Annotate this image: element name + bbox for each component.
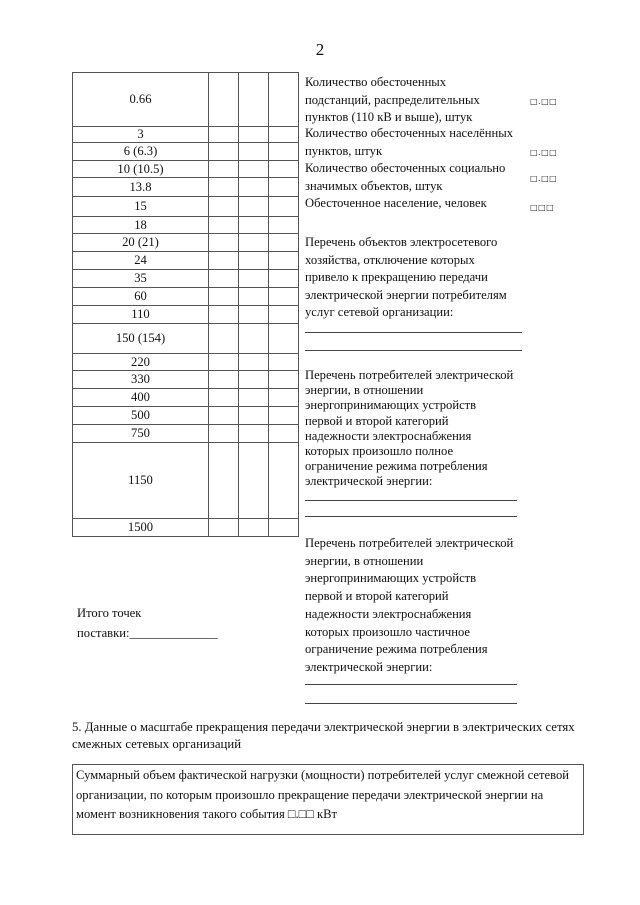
stat-label: Количество обесточенных социально [305,161,506,175]
empty-cell [269,354,299,371]
stat-label: значимых объектов, штук [305,178,443,193]
empty-cell [239,197,269,217]
voltage-value: 60 [73,288,209,306]
list-full-text: Перечень потребителей электрической [305,368,514,382]
voltage-value: 150 (154) [73,324,209,354]
empty-cell [239,425,269,443]
empty-cell [209,443,239,519]
empty-cell [239,407,269,425]
voltage-value: 400 [73,389,209,407]
empty-cell [209,407,239,425]
voltage-row [73,354,299,371]
list-objects-text: услуг сетевой организации: [305,305,454,319]
empty-cell [209,234,239,252]
empty-cell [269,371,299,389]
voltage-value: 35 [73,270,209,288]
empty-cell [209,217,239,234]
empty-cell [269,197,299,217]
list-partial-text: электрической энергии: [305,659,433,674]
empty-cell [209,73,239,127]
voltage-row [73,306,299,324]
empty-cell [239,143,269,161]
list-objects-text: привело к прекращению передачи [305,270,488,284]
empty-cell [239,234,269,252]
empty-cell [209,324,239,354]
voltage-value: 3 [73,127,209,143]
empty-cell [269,234,299,252]
voltage-row [73,178,299,197]
empty-cell [269,306,299,324]
empty-cell [269,407,299,425]
empty-cell [269,252,299,270]
total-points-label: Итого точек [77,606,142,620]
list-partial-text: ограничение режима потребления [305,642,488,657]
list-partial-text: энергопринимающих устройств [305,571,477,586]
list-full-text: ограничение режима потребления [305,459,488,474]
empty-cell [239,354,269,371]
value-field[interactable]: □□□ [530,203,555,212]
stat-label: подстанций, распределительных [305,92,480,107]
empty-cell [209,306,239,324]
empty-cell [239,127,269,143]
voltage-row [73,127,299,143]
section5-box-text: Суммарный объем фактической нагрузки (мощности) потребителей услуг смежной сетевой [76,768,569,782]
empty-cell [269,389,299,407]
voltage-value: 15 [73,197,209,217]
voltage-value: 10 (10.5) [73,161,209,178]
section5-box-text: организации, по которым произошло прекращение передачи электрической энергии на [76,787,544,802]
voltage-row [73,73,299,127]
value-field[interactable]: □.□□ [530,97,558,106]
list-partial-text: которых произошло частичное [305,624,471,639]
empty-cell [269,425,299,443]
list-full-text: энергопринимающих устройств [305,398,477,413]
page-number: 2 [315,40,325,59]
total-points-label: поставки:______________ [77,626,218,640]
voltage-row [73,161,299,178]
blank-line[interactable] [305,703,517,704]
empty-cell [269,270,299,288]
voltage-value: 220 [73,354,209,371]
voltage-value: 24 [73,252,209,270]
empty-cell [269,143,299,161]
stat-label: пунктов, штук [305,143,383,158]
voltage-row [73,252,299,270]
voltage-value: 330 [73,371,209,389]
empty-cell [209,389,239,407]
list-full-text: электрической энергии: [305,474,433,489]
stat-label: Количество обесточенных [305,75,447,89]
empty-cell [209,354,239,371]
value-field[interactable]: □.□□ [530,148,558,157]
section5-heading: 5. Данные о масштабе прекращения передачи электрической энергии в электрических сетях [72,720,575,734]
voltage-value: 0.66 [73,73,209,127]
section5-box-text: момент возникновения такого события □.□□ кВт [76,807,338,821]
empty-cell [209,127,239,143]
list-full-text: первой и второй категорий [305,413,449,428]
empty-cell [269,178,299,197]
empty-cell [239,73,269,127]
empty-cell [239,324,269,354]
voltage-row [73,371,299,389]
list-partial-text: энергии, в отношении [305,553,424,568]
empty-cell [239,270,269,288]
voltage-row [73,425,299,443]
voltage-value: 750 [73,425,209,443]
voltage-row [73,389,299,407]
empty-cell [269,324,299,354]
blank-line[interactable] [305,350,522,351]
empty-cell [209,252,239,270]
list-partial-text: надежности электроснабжения [305,606,472,621]
value-field[interactable]: □.□□ [530,174,558,183]
empty-cell [209,161,239,178]
voltage-row [73,324,299,354]
list-full-text: которых произошло полное [305,444,454,458]
voltage-row [73,443,299,519]
voltage-value: 18 [73,217,209,234]
voltage-row [73,217,299,234]
empty-cell [239,519,269,537]
voltage-row [73,234,299,252]
section5-heading: смежных сетевых организаций [72,737,242,751]
empty-cell [239,389,269,407]
stat-label: Количество обесточенных населённых [305,126,513,140]
voltage-value: 110 [73,306,209,324]
empty-cell [209,371,239,389]
list-partial-text: первой и второй категорий [305,589,449,604]
voltage-value: 500 [73,407,209,425]
blank-line[interactable] [305,500,517,501]
empty-cell [239,161,269,178]
list-partial-text: Перечень потребителей электрической [305,536,514,550]
empty-cell [269,443,299,519]
list-full-text: надежности электроснабжения [305,428,472,443]
voltage-value: 1500 [73,519,209,537]
empty-cell [239,288,269,306]
list-objects-text: Перечень объектов электросетевого [305,235,498,249]
empty-cell [269,73,299,127]
blank-line[interactable] [305,332,522,333]
blank-line[interactable] [305,516,517,517]
voltage-row [73,407,299,425]
empty-cell [269,288,299,306]
list-full-text: энергии, в отношении [305,383,424,398]
voltage-value: 6 (6.3) [73,143,209,161]
empty-cell [269,127,299,143]
empty-cell [209,519,239,537]
empty-cell [239,178,269,197]
empty-cell [269,161,299,178]
empty-cell [239,252,269,270]
voltage-value: 1150 [73,443,209,519]
empty-cell [239,443,269,519]
voltage-value: 20 (21) [73,234,209,252]
empty-cell [209,178,239,197]
voltage-row [73,197,299,217]
voltage-row [73,288,299,306]
list-objects-text: электрической энергии потребителям [305,287,507,302]
empty-cell [239,217,269,234]
blank-line[interactable] [305,684,517,685]
empty-cell [209,270,239,288]
empty-cell [209,143,239,161]
stat-label: пунктов (110 кВ и выше), штук [305,110,473,124]
empty-cell [239,306,269,324]
empty-cell [269,217,299,234]
empty-cell [209,425,239,443]
voltage-table [72,72,299,537]
stat-label: Обесточенное население, человек [305,196,487,210]
empty-cell [239,371,269,389]
empty-cell [269,519,299,537]
empty-cell [209,288,239,306]
voltage-row [73,270,299,288]
voltage-row [73,143,299,161]
voltage-row [73,519,299,537]
empty-cell [209,197,239,217]
voltage-value: 13.8 [73,178,209,197]
list-objects-text: хозяйства, отключение которых [305,252,475,267]
